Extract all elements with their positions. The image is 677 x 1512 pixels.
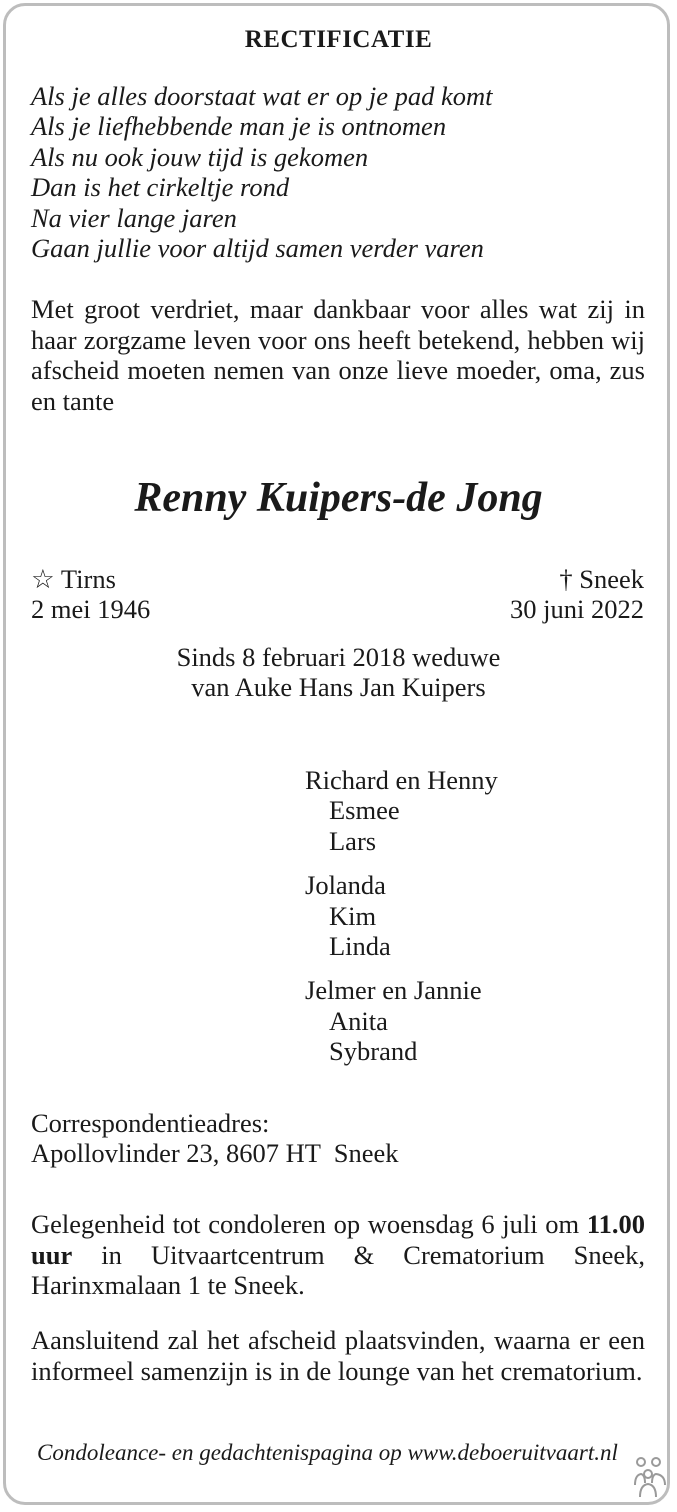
widow-line-1: Sinds 8 februari 2018 weduwe [176,642,501,672]
family-group [305,870,498,961]
condolence-before: Gelegenheid tot condoleren op woensdag 6 juli om [31,1209,587,1239]
condolence-text [31,1209,645,1301]
family-child: Anita [329,1005,388,1036]
deceased-name: Renny Kuipers-de Jong [134,475,543,521]
death-info [510,564,644,625]
people-group-icon [632,1455,668,1499]
death-place: Sneek [579,564,644,594]
birth-place: Tirns [60,564,116,594]
family-group [305,975,498,1066]
family-child: Esmee [329,795,400,826]
family-child: Lars [329,825,377,856]
poem-line: Als je liefhebbende man je is ontnomen [31,111,447,142]
heading: RECTIFICATIE [244,26,433,53]
death-date: 30 juni 2022 [510,594,644,625]
family-child: Kim [329,900,377,931]
poem-line: Dan is het cirkeltje rond [31,172,290,203]
farewell-text: Aansluitend zal het afscheid plaatsvinden, waarna er een informeel samenzijn is in de lounge van het crematorium. [31,1325,645,1386]
birth-star-icon: ☆ [31,564,55,594]
family-parents: Jolanda [305,870,386,901]
family-group [305,765,498,856]
family-parents: Jelmer en Jannie [305,975,482,1006]
correspondence [31,1108,399,1169]
poem-line: Na vier lange jaren [31,202,237,233]
condolence-after: in Uitvaartcentrum & Crematorium Sneek, Harinxmalaan 1 te Sneek. [31,1239,645,1301]
condolence-time: 11.00 uur [31,1209,645,1270]
birth-info [31,564,150,625]
correspondence-address: Apollovlinder 23, 8607 HT Sneek [31,1138,399,1169]
poem-line: Als nu ook jouw tijd is gekomen [31,141,369,172]
death-cross-icon: † [559,564,573,594]
widow-line-2: van Auke Hans Jan Kuipers [191,672,486,702]
family-parents: Richard en Henny [305,765,498,795]
poem [31,81,493,263]
birth-date: 2 mei 1946 [31,594,151,625]
intro-text: Met groot verdriet, maar dankbaar voor alles wat zij in haar zorgzame leven voor ons heeft betekend, hebben wij afscheid moeten nemen van onze lieve moeder, oma, zus en tante [31,294,645,416]
poem-line: Als je alles doorstaat wat er op je pad komt [31,81,493,111]
footer-link-text: Condoleance- en gedachtenispagina op www.deboeruitvaart.nl [37,1440,618,1465]
family-list [305,765,498,1081]
correspondence-label: Correspondentieadres: [31,1108,270,1138]
family-child: Sybrand [329,1036,418,1067]
family-child: Linda [329,931,391,962]
poem-line: Gaan jullie voor altijd samen verder varen [31,233,484,264]
